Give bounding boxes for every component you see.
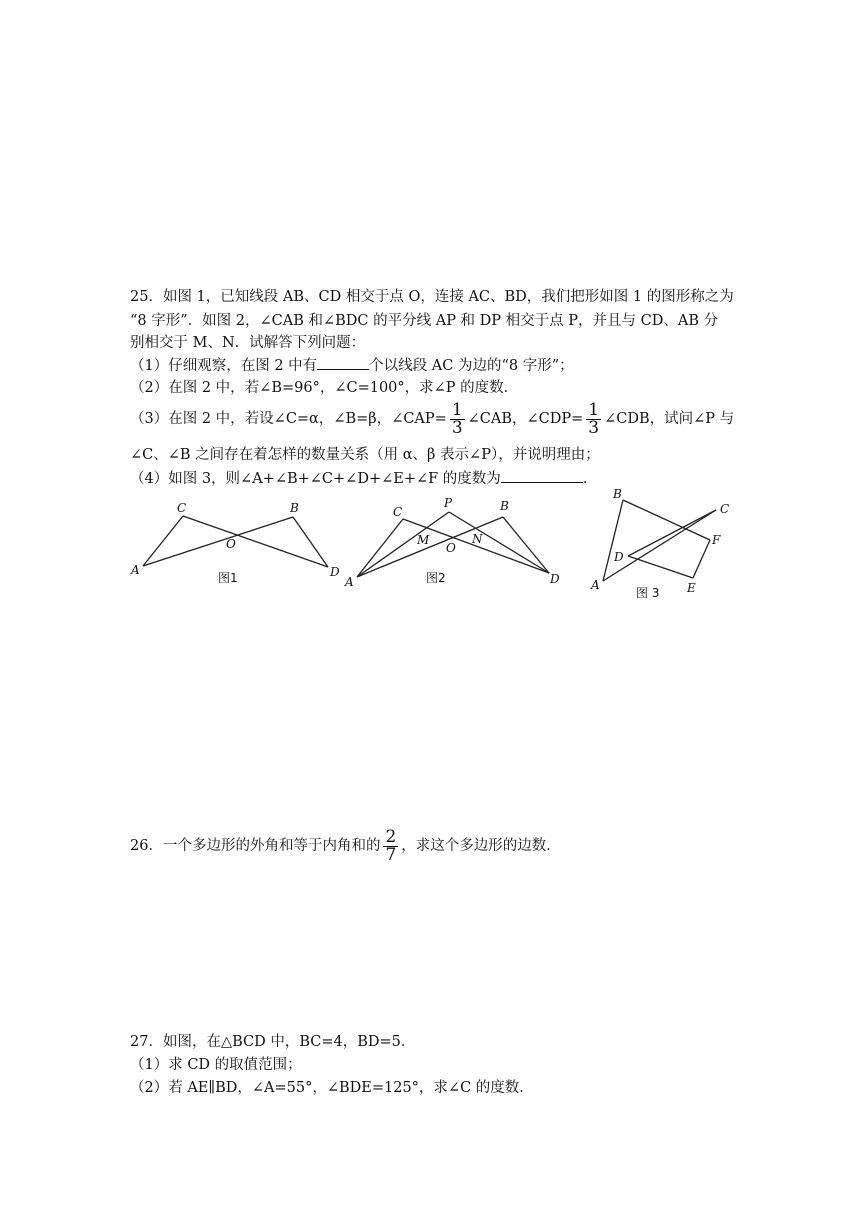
segment-ab <box>143 517 293 566</box>
fig1-label-a: A <box>131 563 140 577</box>
fig1-label-d: D <box>330 565 340 579</box>
fraction-denominator: 3 <box>588 417 600 438</box>
fig3-label-a: A <box>591 578 600 592</box>
fig2-label-m: M <box>417 533 430 547</box>
q25-part4-text-a: （4）如图 3，则∠A+∠B+∠C+∠D+∠E+∠F 的度数为 <box>130 471 501 487</box>
fraction-denominator: 7 <box>385 844 397 865</box>
fig3-label-b: B <box>613 487 622 501</box>
fraction-two-sevenths <box>383 826 398 865</box>
fig1-caption: 图1 <box>218 571 238 585</box>
segment-bd <box>293 517 328 567</box>
q26-text-a: 26．一个多边形的外角和等于内角和的 <box>130 838 381 854</box>
q25-part4-text-b: ． <box>582 471 598 487</box>
figure-2 <box>344 496 560 589</box>
q27-line-1: 27．如图，在△BCD 中，BC=4，BD=5． <box>130 1034 416 1050</box>
fig1-label-c: C <box>177 501 187 515</box>
fig2-label-c: C <box>393 505 403 519</box>
fig2-caption: 图2 <box>426 571 446 585</box>
figure-3 <box>590 487 729 600</box>
fig2-label-p: P <box>444 496 453 510</box>
fraction-numerator: 2 <box>385 826 397 847</box>
fig2-label-n: N <box>472 532 483 546</box>
q25-line-1: 25．如图 1，已知线段 AB、CD 相交于点 O，连接 AC、BD，我们把形如图 1 的图形称之为 <box>130 289 734 305</box>
fig3-label-e: E <box>687 581 696 595</box>
q25-part3-text-c: ∠CDB，试问∠P 与 <box>604 411 735 427</box>
fig2-label-a: A <box>345 575 354 589</box>
fig2-label-d: D <box>550 572 560 586</box>
q25-part3-text-b: ∠CAB，∠CDP= <box>467 411 584 427</box>
fig1-label-b: B <box>290 501 299 515</box>
fraction-numerator: 1 <box>451 399 463 420</box>
segment-ac <box>357 519 403 577</box>
fig3-label-f: F <box>712 533 721 547</box>
segment-cd <box>183 516 328 567</box>
q25-part1-text-a: （1）仔细观察，在图 2 中有 <box>130 358 318 374</box>
q25-part3-text-a: （3）在图 2 中，若设∠C=α，∠B=β，∠CAP= <box>130 411 447 427</box>
q26 <box>130 826 561 866</box>
q26-text-b: ，求这个多边形的边数． <box>401 838 561 854</box>
fig2-label-b: B <box>500 499 509 513</box>
segment-fe <box>693 540 710 578</box>
segment-pd <box>449 512 549 573</box>
segment-ac <box>143 516 183 566</box>
segment-ab <box>603 500 623 581</box>
fig3-caption: 图 3 <box>636 586 660 600</box>
q27-part2: （2）若 AE∥BD，∠A=55°，∠BDE=125°，求∠C 的度数． <box>130 1080 534 1096</box>
segment-ca <box>603 510 716 581</box>
segment-dc <box>628 510 716 556</box>
q25-line-2: “8 字形”．如图 2，∠CAB 和∠BDC 的平分线 AP 和 DP 相交于点 P，并且与 CD、AB 分 <box>130 313 719 329</box>
fig1-label-o: O <box>226 537 236 551</box>
q25-part1-text-b: 个以线段 AC 为边的“8 字形”； <box>369 358 574 374</box>
fig2-label-o: O <box>446 541 456 555</box>
fraction-denominator: 3 <box>451 417 463 438</box>
fraction-numerator: 1 <box>588 399 600 420</box>
fig3-label-d: D <box>614 550 624 564</box>
q25-part2: （2）在图 2 中，若∠B=96°，∠C=100°，求∠P 的度数． <box>130 380 519 396</box>
q25-part3-line-2: ∠C、∠B 之间存在着怎样的数量关系（用 α、β 表示∠P），并说明理由； <box>130 447 600 463</box>
fig3-label-c: C <box>720 502 730 516</box>
q25-line-3: 别相交于 M、N．试解答下列问题： <box>130 335 366 351</box>
q27-part1: （1）求 CD 的取值范围； <box>130 1057 302 1073</box>
figure-1 <box>130 501 340 585</box>
